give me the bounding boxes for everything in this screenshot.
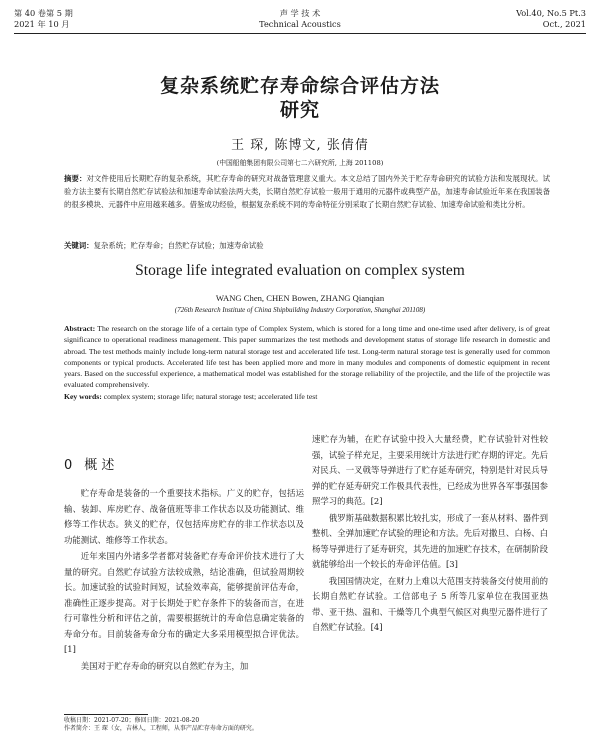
- abstract-cn-label: 摘要：: [64, 174, 87, 183]
- title-cn-line2: 研究: [279, 99, 320, 121]
- keywords-en-text: complex system; storage life; natural storage test; accelerated life test: [103, 391, 318, 401]
- keywords-cn-text: 复杂系统；贮存寿命；自然贮存试验；加速寿命试验: [93, 241, 264, 250]
- header-rule: [14, 33, 586, 34]
- keywords-en-label: Key words:: [64, 391, 102, 401]
- abstract-en-text: The research on the storage life of a certain type of Complex System, which is stored for a long time and one-time used after delivery, is of great significance to operational readiness management. This paper summarizes the test methods and development status of storage life research in domestic and abroad. The test methods mainly include long-term natural storage test and accelerated life test. Long-term natural storage test is generally used for common components or typical products. Accelerated life test has been applied more and more in many modules and components of domestic equipment in recent years. Based on the successful experience, a mathematical model was established for the storage reliability of the projectile, and the life of the projectile was evaluated comprehensively.: [64, 324, 550, 390]
- body-paragraph: 美国对于贮存寿命的研究以自然贮存为主，加: [80, 660, 249, 671]
- section-heading: [64, 454, 304, 473]
- authors-cn: 王 琛, 陈博文, 张倩倩: [231, 138, 369, 153]
- paper-title-cn: [0, 74, 600, 122]
- body-paragraph: 我国国情决定，在财力上难以大范围支持装备交付使用前的长期自然贮存试验。工信部电子 5 所等几家单位在我国亚热带、亚干热、温和、干燥等几个典型气候区对典型元器件进行了自然贮存试验。[4]: [312, 575, 548, 632]
- volume-issue: 第 40 卷第 5 期: [14, 8, 73, 18]
- abstract-cn: [64, 172, 550, 212]
- footnote-received: 收稿日期：2021-07-20；修回日期：2021-08-20: [64, 717, 200, 724]
- journal-name-cn: 声 学 技 术: [279, 8, 321, 18]
- keywords-cn: [64, 240, 550, 251]
- section-number: 0: [64, 458, 73, 473]
- affiliation-cn: (中国船舶集团有限公司第七二六研究所, 上海 201108): [216, 159, 384, 167]
- journal-name-en: Technical Acoustics: [259, 19, 341, 29]
- body-column-left: [64, 432, 304, 674]
- body-paragraph: 速贮存为辅，在贮存试验中投入大量经费，贮存试验针对性较强，试验子样充足，主要采用统计方法进行贮存期的评定。先后对民兵、一叉戟等导弹进行了贮存延寿研究，特别是针对民兵导弹的贮存延寿研究工作极具代表性，已经成为世界各军事强国参照学习的典范。[2]: [312, 434, 548, 506]
- abstract-cn-text: 对文件使用后长期贮存的复杂系统，其贮存寿命的研究对战备管理意义重大。本文总结了国内外关于贮存寿命研究的试验方法和发展现状。试验方法主要有长期自然贮存试验法和加速寿命试验法两大类，长期自然贮存试验一般用于通用的元器件或典型产品，加速寿命试验近年来在我国装备的很多模块、元器件中应用越来越多。借鉴成功经验，根据复杂系统不同的寿命特征分别采取了长期自然贮存试验、加速寿命试验和类比分析。: [64, 174, 550, 210]
- body-paragraph: 近年来国内外诸多学者都对装备贮存寿命评价技术进行了大量的研究。自然贮存试验方法较成熟，结论准确，但试验周期较长。加速试验的试验时间短，试验效率高，能够提前评估寿命，准确性正逐步提高。对于长期处于贮存条件下的装备而言，在进行可靠性分析和评估之前，需要根据统计的寿命信息确定装备的寿命分布。目前装备寿命分布的确定大多采用模型拟合评优法。[1]: [64, 551, 304, 654]
- journal-name: [14, 8, 586, 30]
- volume-en: Vol.40, No.5 Pt.3: [516, 8, 586, 18]
- abstract-en-label: Abstract:: [64, 324, 96, 333]
- keywords-cn-label: 关键词：: [64, 241, 94, 250]
- footnote: [64, 717, 304, 733]
- journal-volume-en: [516, 8, 586, 30]
- title-cn-line1: 复杂系统贮存寿命综合评估方法: [159, 75, 440, 97]
- body-column-right: [312, 432, 548, 636]
- footnote-rule: [64, 714, 148, 715]
- paper-title-en: Storage life integrated evaluation on complex system: [135, 262, 465, 279]
- issue-date-cn: 2021 年 10 月: [14, 19, 70, 29]
- authors-en: WANG Chen, CHEN Bowen, ZHANG Qianqian: [215, 293, 385, 303]
- affiliation-en: (726th Research Institute of China Shipbuilding Industry Corporation, Shanghai 201108): [174, 306, 426, 314]
- section-title: 概 述: [84, 458, 115, 473]
- body-paragraph: 俄罗斯基础数据积累比较扎实，形成了一套从材料、器件到整机、全弹加速贮存试验的理论和方法。先后对撒旦、白杨、白杨等导弹进行了延寿研究，其先进的加速贮存技术，在研制阶段就能够给出一个较长的寿命评估值。[3]: [312, 512, 548, 569]
- body-paragraph: 贮存寿命是装备的一个重要技术指标。广义的贮存，包括运输、装卸、库房贮存、战备值班等非工作状态以及功能测试、维修等工作状态。狭义的贮存，仅包括库房贮存的非工作状态以及功能测试、维修等工作状态。: [64, 488, 304, 545]
- issue-date-en: Oct., 2021: [542, 19, 586, 29]
- footnote-bio: 作者简介：王 琛（女，吉林人，工程师，从事产品贮存寿命方面的研究。: [64, 725, 258, 732]
- abstract-en: [64, 323, 550, 402]
